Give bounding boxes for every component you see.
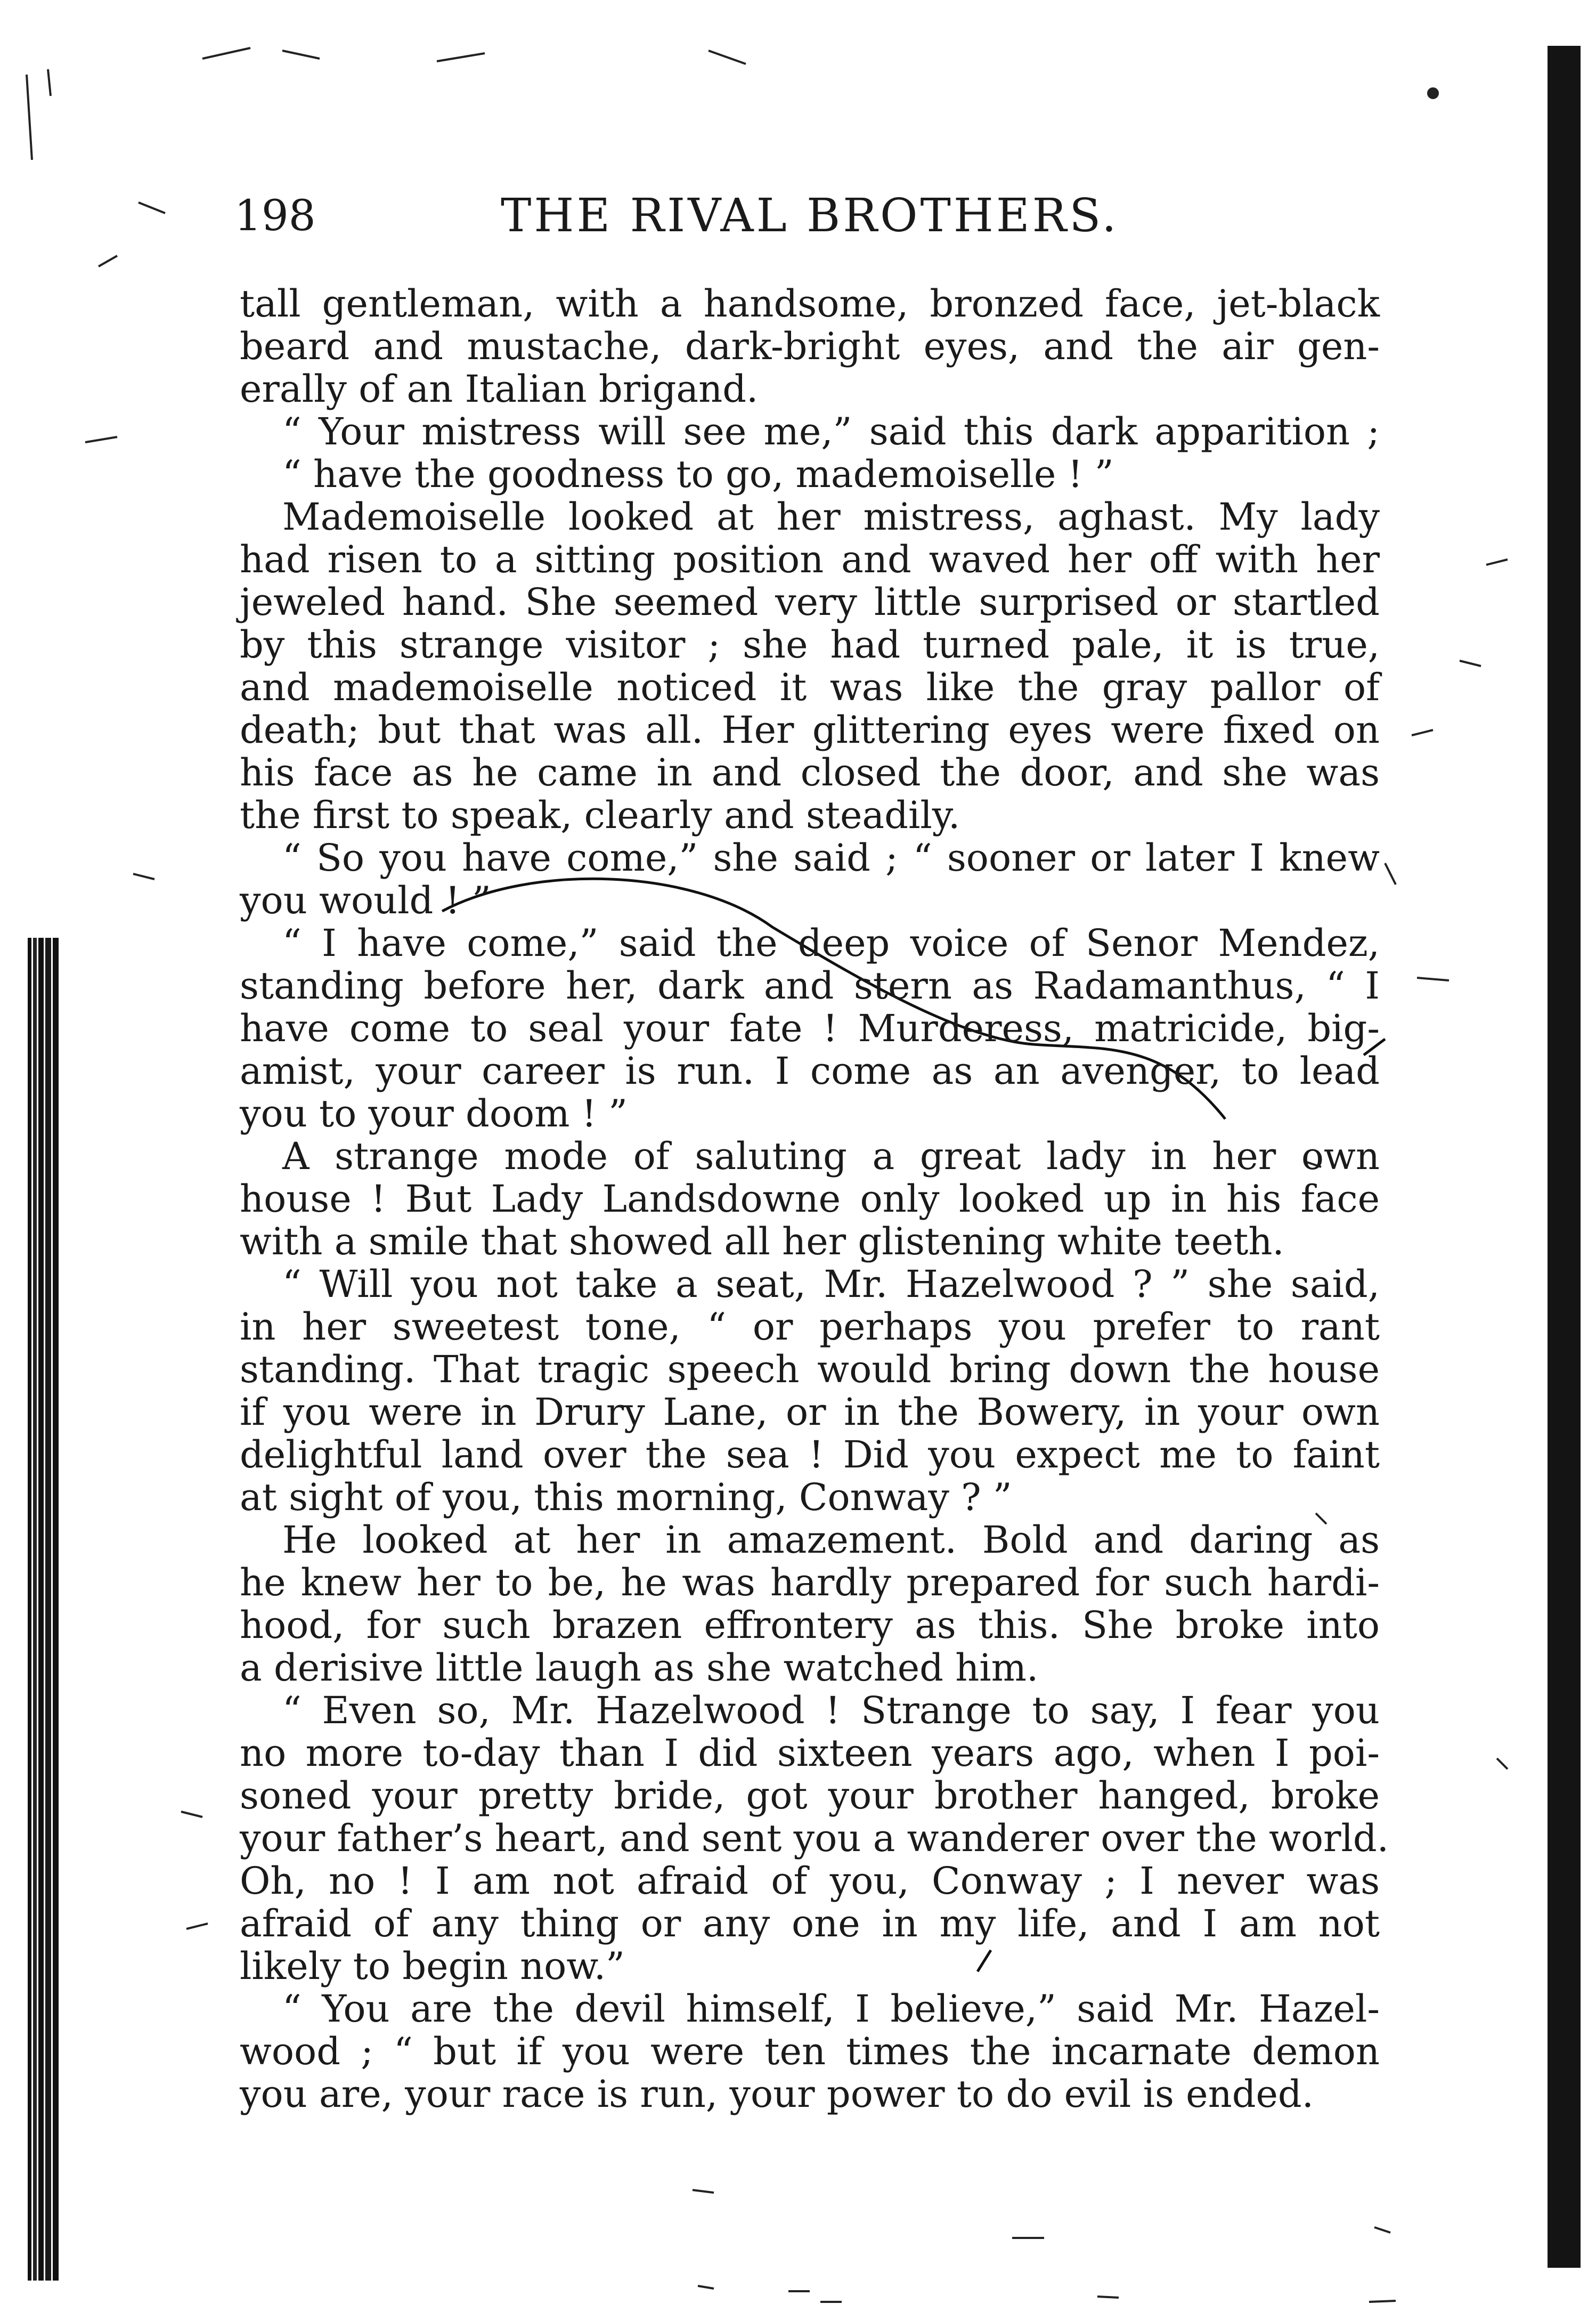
text-line: jeweled hand. She seemed very little surprised or startled	[240, 580, 1380, 624]
text-line: soned your pretty bride, got your brother hanged, broke	[240, 1774, 1380, 1818]
text-line: no more to-day than I did sixteen years ago, when I poi-	[240, 1731, 1380, 1775]
text-line: Mademoiselle looked at her mistress, aghast. My lady	[282, 495, 1380, 539]
text-line: tall gentleman, with a handsome, bronzed face, jet-black	[240, 282, 1380, 326]
text-line: erally of an Italian brigand.	[240, 367, 759, 411]
text-line: “ You are the devil himself, I believe,” said Mr. Hazel-	[282, 1987, 1380, 2031]
text-line: at sight of you, this morning, Conway ? ”	[240, 1475, 1012, 1519]
text-line: in her sweetest tone, “ or perhaps you prefer to rant	[240, 1305, 1380, 1349]
body-text	[240, 282, 1389, 2116]
text-line: you would ! ”	[240, 879, 491, 922]
text-line: wood ; “ but if you were ten times the incarnate demon	[240, 2030, 1380, 2073]
text-line: “ I have come,” said the deep voice of Senor Mendez,	[282, 921, 1380, 965]
text-line: standing. That tragic speech would bring down the house	[240, 1348, 1380, 1391]
text-line: “ Your mistress will see me,” said this dark apparition ;	[282, 410, 1380, 453]
text-line: standing before her, dark and stern as Radamanthus, “ I	[240, 964, 1380, 1008]
text-line: afraid of any thing or any one in my life, and I am not	[240, 1902, 1380, 1945]
text-line: Oh, no ! I am not afraid of you, Conway ; I never was	[240, 1859, 1380, 1903]
text-line: by this strange visitor ; she had turned pale, it is true,	[240, 623, 1380, 667]
text-line: with a smile that showed all her glistening white teeth.	[240, 1220, 1284, 1263]
text-line: his face as he came in and closed the door, and she was	[240, 751, 1380, 794]
text-line: had risen to a sitting position and waved her off with her	[240, 538, 1380, 581]
text-line: you to your doom ! ”	[240, 1092, 628, 1135]
text-line: “ have the goodness to go, mademoiselle ! ”	[282, 452, 1114, 496]
text-line: “ Even so, Mr. Hazelwood ! Strange to say, I fear you	[282, 1689, 1380, 1732]
text-line: A strange mode of saluting a great lady in her own	[282, 1134, 1380, 1178]
text-line: delightful land over the sea ! Did you expect me to faint	[240, 1433, 1380, 1477]
running-title: THE RIVAL BROTHERS.	[501, 189, 1119, 242]
text-line: death; but that was all. Her glittering eyes were fixed on	[240, 708, 1380, 752]
text-line: “ So you have come,” she said ; “ sooner or later I knew	[282, 836, 1380, 880]
text-line: you are, your race is run, your power to do evil is ended.	[240, 2072, 1314, 2116]
text-line: hood, for such brazen effrontery as this. She broke into	[240, 1603, 1380, 1647]
page-number: 198	[234, 191, 316, 240]
text-line: “ Will you not take a seat, Mr. Hazelwood ? ” she said,	[282, 1262, 1380, 1306]
text-line: the first to speak, clearly and steadily.	[240, 793, 960, 837]
text-line: amist, your career is run. I come as an avenger, to lead	[240, 1049, 1380, 1093]
text-line: your father’s heart, and sent you a wanderer over the world.	[240, 1816, 1389, 1860]
text-line: beard and mustache, dark-bright eyes, and the air gen-	[240, 325, 1380, 368]
text-line: have come to seal your fate ! Murderess, matricide, big-	[240, 1007, 1380, 1050]
text-line: if you were in Drury Lane, or in the Bowery, in your own	[240, 1390, 1380, 1434]
text-line: house ! But Lady Landsdowne only looked up in his face	[240, 1177, 1380, 1221]
text-line: likely to begin now.”	[240, 1944, 625, 1988]
text-line: a derisive little laugh as she watched him.	[240, 1646, 1039, 1690]
text-line: he knew her to be, he was hardly prepared for such hardi-	[240, 1561, 1380, 1604]
text-line: He looked at her in amazement. Bold and daring as	[282, 1518, 1380, 1562]
running-header	[234, 184, 1428, 248]
text-line: and mademoiselle noticed it was like the gray pallor of	[240, 666, 1380, 709]
